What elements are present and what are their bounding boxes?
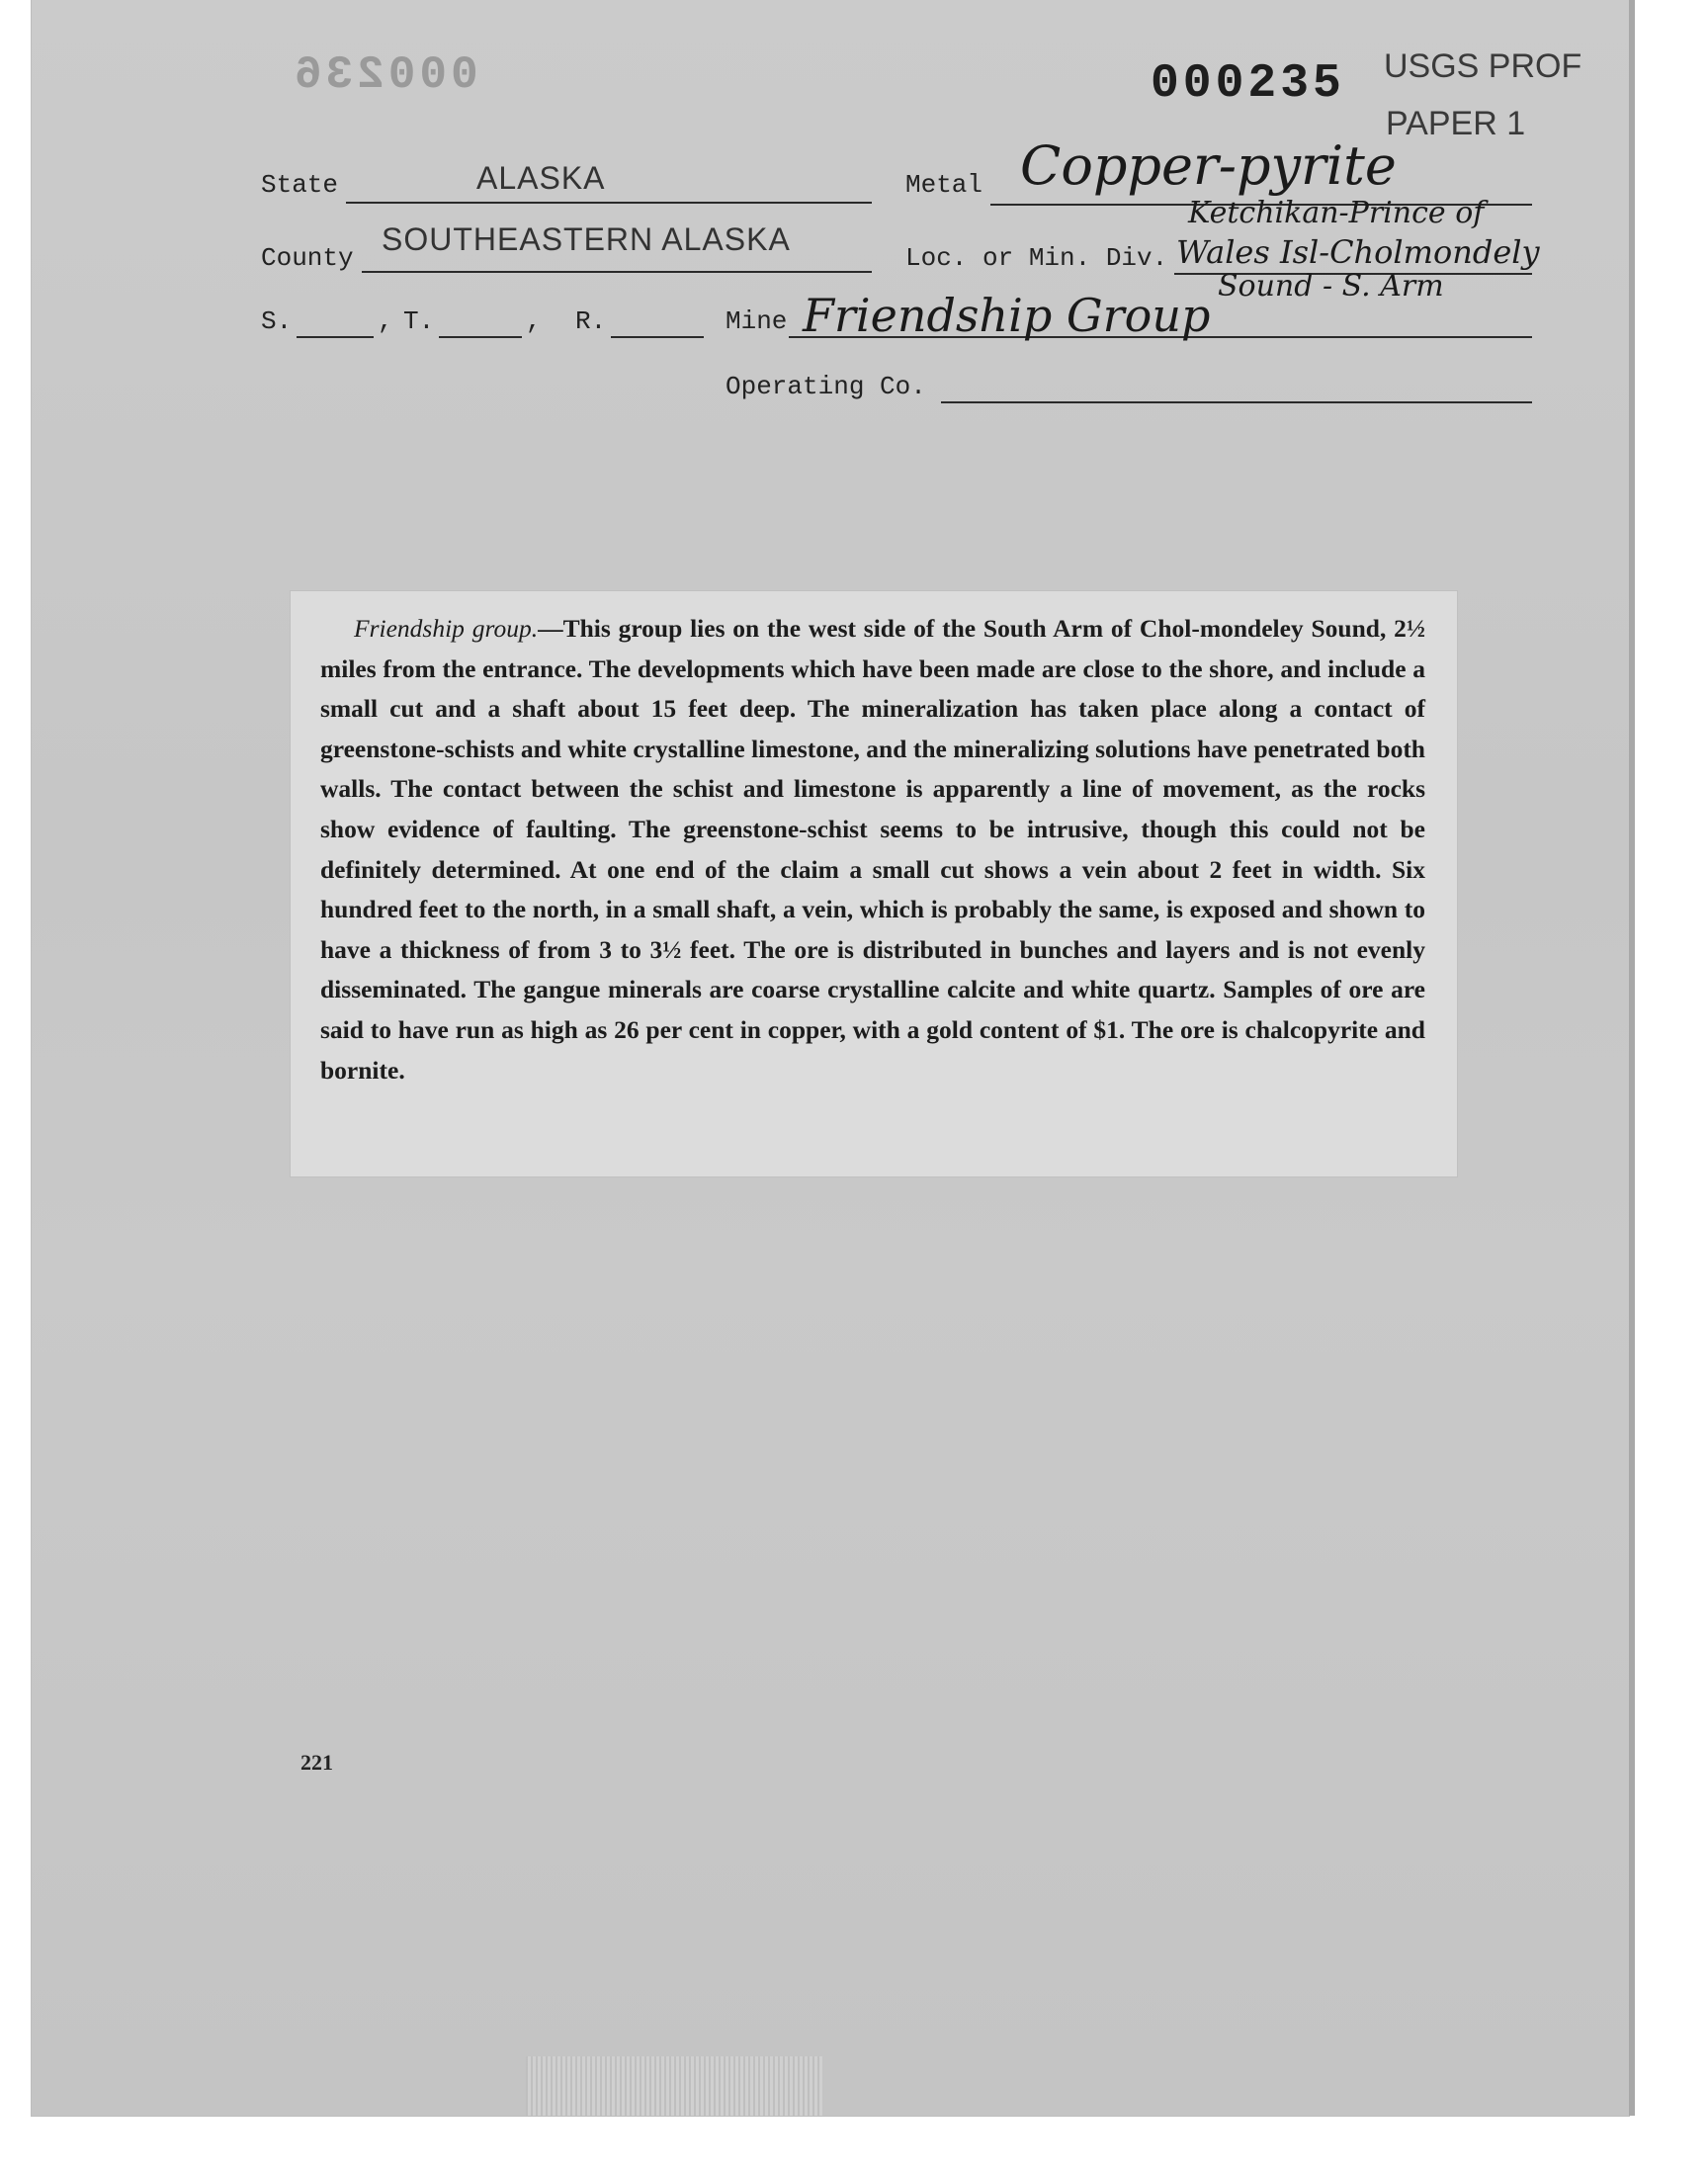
operating-company-underline — [941, 401, 1532, 403]
division-value-line1: Ketchikan-Prince of — [1188, 196, 1485, 230]
comma-1: , — [378, 306, 393, 336]
division-value-line2: Wales Isl-Cholmondely — [1176, 233, 1540, 271]
state-value: ALASKA — [476, 160, 606, 196]
state-label: State — [261, 170, 339, 200]
operating-company-label: Operating Co. — [726, 372, 926, 401]
division-label: Loc. or Min. Div. — [905, 243, 1168, 273]
comma-2: , — [526, 306, 542, 336]
series-label: USGS PROF — [1384, 47, 1582, 85]
pasted-clipping — [291, 591, 1457, 1176]
clipping-paragraph — [320, 609, 1425, 1090]
clipping-body: —This group lies on the west side of the South Arm of Chol-mondeley Sound, 2½ miles from the entrance. The developments which have been made are close to the shore, and include a small cut and a shaft about 15 feet deep. The mineralization has taken place along a contact of greenstone-schists and white crystalline limestone, and the mineralizing solutions have penetrated both walls. The contact between the schist and limestone is apparently a line of movement, as the rocks show evidence of faulting. The greenstone-schist seems to be intrusive, though this could not be definitely determined. At one end of the claim a small cut shows a vein about 2 feet in width. Six hundred feet to the north, in a small shaft, a vein, which is probably the same, is exposed and shown to have a thickness of from 3 to 3½ feet. The ore is distributed in bunches and layers and is not evenly disseminated. The gangue minerals are coarse crystalline calcite and white quartz. Samples of ore are said to have run as high as 26 per cent in copper, with a gold content of $1. The ore is chalcopyrite and bornite. — [320, 614, 1425, 1085]
document-sheet — [32, 0, 1629, 2116]
county-label: County — [261, 243, 354, 273]
sheet-edge — [1629, 0, 1635, 2116]
section-label: S. — [261, 306, 293, 336]
range-label: R. — [575, 306, 607, 336]
state-underline — [346, 202, 872, 204]
clipping-lead: Friendship group. — [354, 614, 539, 643]
township-underline — [439, 336, 522, 338]
metal-label: Metal — [905, 170, 983, 200]
section-underline — [297, 336, 374, 338]
scan-artifact-strip — [526, 2056, 822, 2116]
document-number: 000235 — [1151, 57, 1345, 111]
page-number: 221 — [300, 1750, 333, 1775]
county-value: SOUTHEASTERN ALASKA — [382, 221, 791, 257]
mine-value: Friendship Group — [803, 289, 1211, 342]
metal-value: Copper-pyrite — [1020, 134, 1397, 197]
township-label: T. — [403, 306, 435, 336]
division-value-line3: Sound - S. Arm — [1218, 269, 1444, 304]
mine-label: Mine — [726, 306, 788, 336]
range-underline — [611, 336, 704, 338]
county-underline — [362, 271, 872, 273]
ghost-document-number: 000236 — [291, 49, 478, 101]
series-label-2: PAPER 1 — [1386, 105, 1526, 142]
